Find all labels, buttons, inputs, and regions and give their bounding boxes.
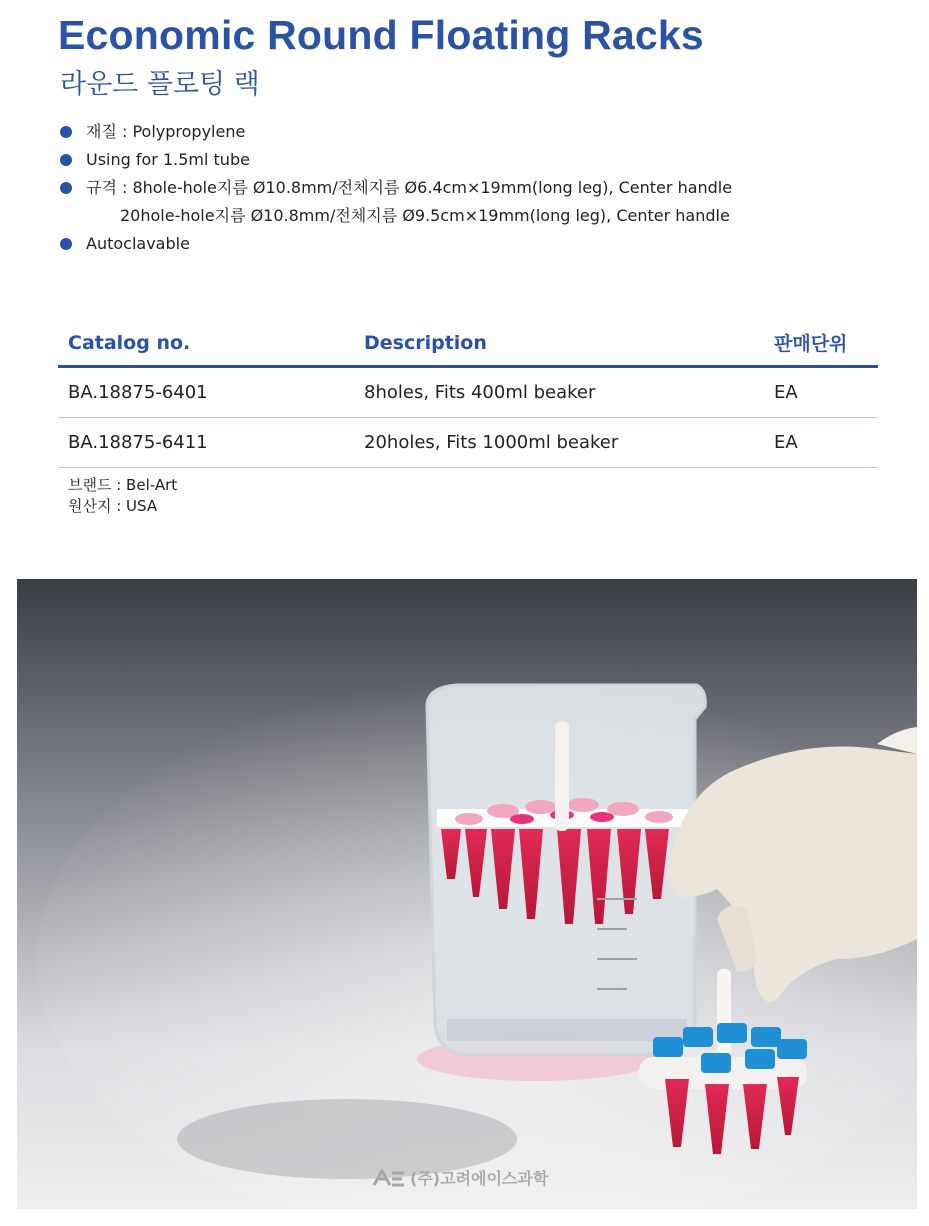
- bullet-icon: [60, 238, 72, 250]
- spec-text: 재질 : Polypropylene: [86, 122, 246, 141]
- cell-catalog-no: BA.18875-6401: [58, 367, 354, 418]
- brand-text: 브랜드 : Bel-Art: [68, 476, 178, 494]
- company-name: (주)고려에이스과학: [410, 1169, 549, 1188]
- cell-description: 8holes, Fits 400ml beaker: [354, 367, 764, 418]
- page-title: Economic Round Floating Racks: [58, 12, 704, 58]
- beaker-icon: [427, 685, 705, 1055]
- spec-text: Autoclavable: [86, 234, 190, 253]
- spec-item-usage: [60, 146, 732, 174]
- bullet-icon: [60, 182, 72, 194]
- spec-item-material: [60, 118, 732, 146]
- cell-unit: EA: [764, 418, 878, 468]
- spec-item-dimensions: [60, 174, 732, 202]
- spec-item-autoclave: [60, 230, 732, 258]
- cell-catalog-no: BA.18875-6411: [58, 418, 354, 468]
- bullet-icon: [60, 154, 72, 166]
- spec-text: 20hole-hole지름 Ø10.8mm/전체지름 Ø9.5cm×19mm(long leg), Center handle: [120, 206, 730, 225]
- cell-description: 20holes, Fits 1000ml beaker: [354, 418, 764, 468]
- product-photo-illustration: [17, 579, 917, 1209]
- product-photo: [17, 579, 917, 1209]
- table-row: [58, 367, 878, 418]
- ace-logo-icon: [372, 1169, 406, 1187]
- product-meta: [68, 475, 177, 517]
- origin-text: 원산지 : USA: [68, 497, 158, 515]
- header-catalog-no: Catalog no.: [58, 320, 354, 367]
- company-logo: [372, 1166, 548, 1189]
- cell-unit: EA: [764, 367, 878, 418]
- catalog-table: [58, 320, 878, 468]
- table-header-row: [58, 320, 878, 367]
- table-row: [58, 418, 878, 468]
- bullet-icon: [60, 126, 72, 138]
- spec-list: [60, 118, 732, 258]
- spec-item-dimensions-cont: [60, 202, 732, 230]
- page-subtitle: 라운드 플로팅 랙: [60, 69, 260, 100]
- header-description: Description: [354, 320, 764, 367]
- header-unit: 판매단위: [764, 320, 878, 367]
- spec-text: 규격 : 8hole-hole지름 Ø10.8mm/전체지름 Ø6.4cm×19mm(long leg), Center handle: [86, 178, 733, 197]
- spec-text: Using for 1.5ml tube: [86, 150, 250, 169]
